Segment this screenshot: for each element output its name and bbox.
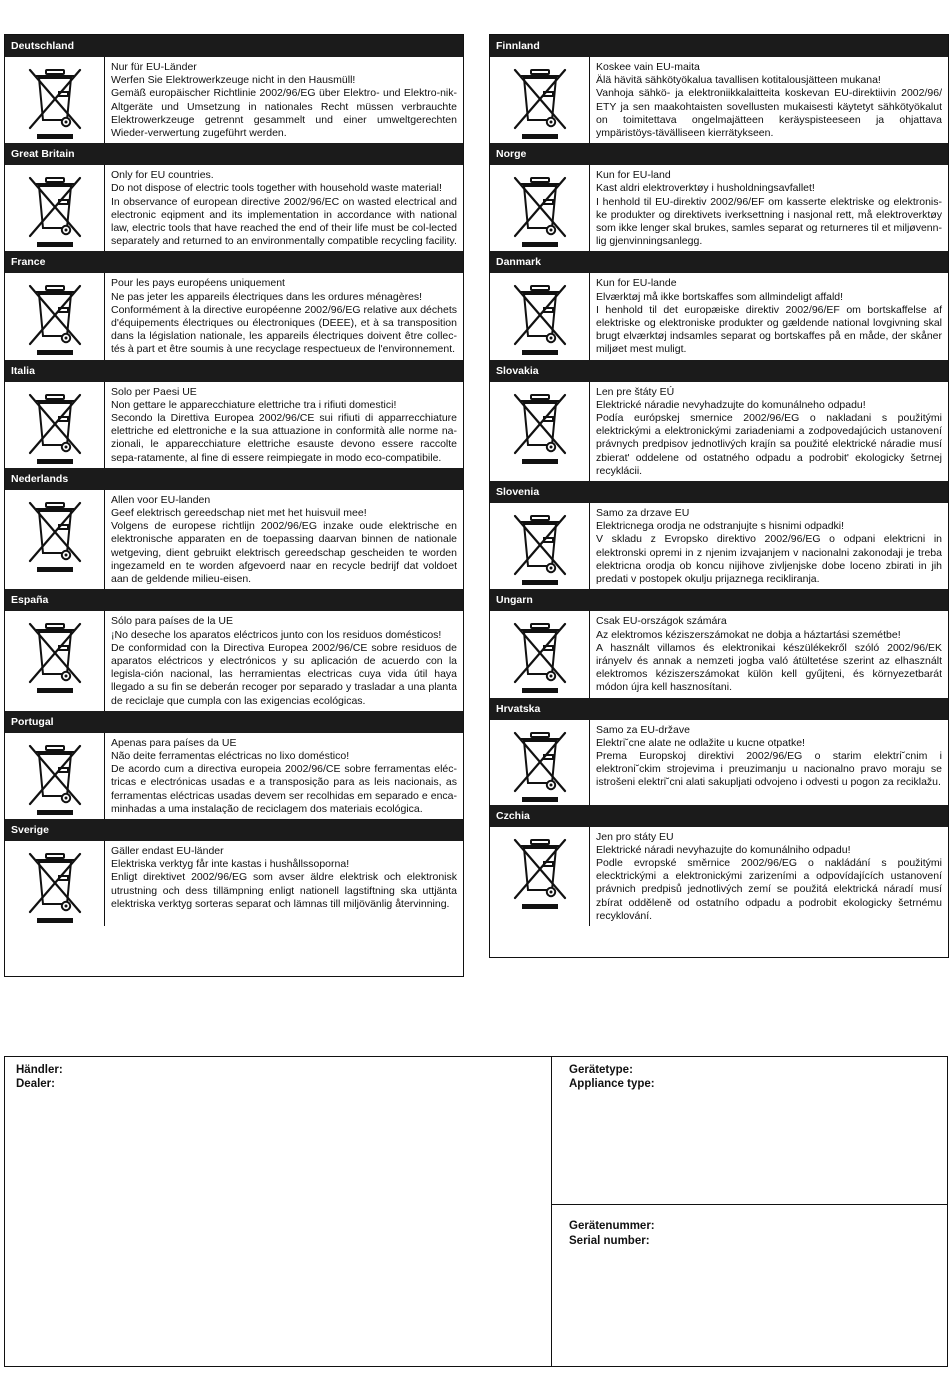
country-header: Slovakia: [490, 360, 948, 382]
weee-section: [490, 481, 948, 589]
section-body: [5, 382, 463, 468]
disposal-text-line: Podía európskej smernice 2002/96/EG o nakladani s použitými elektrickými a elektronickými zariadeniami a zodpovedajúcich ustanovení právnych predpisov jednotlivých krajín sa použité elektrické náradie musí zbierat' oddelene od ostatného odpadu a podrobit' ekologicky šetrnej recyklácii.: [596, 412, 942, 477]
disposal-text: [105, 57, 463, 143]
section-body: [5, 273, 463, 359]
disposal-text-line: Vanhoja sähkö- ja elektroniikkalaitteita koskevan EU-direktiivin 2002/96/ ETY ja sen maakohtaisten sovellusten mukaisesti käytetyt sähkötyökalut on toimitettava ongelmajätteen keräyspisteeseen ja ohjattava ympäristöys-tävälliseen kierrätykseen.: [596, 87, 942, 140]
weee-section: [490, 360, 948, 481]
weee-section: [5, 143, 463, 251]
weee-section: [5, 251, 463, 359]
disposal-text-line: Az elektromos kéziszerszámokat ne dobja a háztartási szemétbe!: [596, 628, 901, 641]
crossed-out-wheelie-bin-icon: [26, 387, 84, 467]
disposal-text: [105, 490, 463, 589]
dealer-label-de: Händler:: [16, 1064, 63, 1076]
crossed-out-wheelie-bin-icon: [26, 495, 84, 575]
disposal-text-line: Gäller endast EU-länder: [111, 844, 224, 857]
disposal-text: [590, 827, 948, 926]
country-header: Czchia: [490, 805, 948, 827]
crossed-out-wheelie-bin-icon: [511, 170, 569, 250]
crossed-out-wheelie-bin-icon: [26, 62, 84, 142]
dealer-label-en: Dealer:: [16, 1078, 55, 1090]
section-body: [490, 57, 948, 143]
section-body: [5, 611, 463, 710]
icon-cell: [5, 841, 105, 926]
crossed-out-wheelie-bin-icon: [26, 846, 84, 926]
icon-cell: [5, 611, 105, 710]
form-horizontal-divider: [551, 1204, 947, 1205]
icon-cell: [490, 165, 590, 251]
disposal-text-line: Kun for EU-lande: [596, 277, 677, 290]
crossed-out-wheelie-bin-icon: [26, 738, 84, 818]
serial-number-label-en: Serial number:: [569, 1235, 650, 1247]
section-body: [5, 733, 463, 819]
disposal-text-line: V skladu z Evropsko direktivo 2002/96/EG o odpani elektricni in elektronski opremi in z njenim izvajanjem v nacionalni zakonodaji je treba elektricna orodja ob koncu nijihove zivljenjske dobe loceno zbirati in jih predati v postopek okulju prijaznega recikliranja.: [596, 533, 942, 586]
disposal-text-line: Elektricnega orodja ne odstranjujte s hisnimi odpadki!: [596, 520, 845, 533]
disposal-text-line: Ne pas jeter les appareils électriques dans les ordures ménagères!: [111, 290, 423, 303]
section-body: [490, 503, 948, 589]
country-header: Deutschland: [5, 35, 463, 57]
disposal-text-line: Len pre štáty EÚ: [596, 385, 675, 398]
serial-number-label-de: Gerätenummer:: [569, 1220, 655, 1232]
weee-column-left: [4, 34, 464, 977]
icon-cell: [5, 490, 105, 589]
weee-column-right: [489, 34, 949, 958]
disposal-text-line: Geef elektrisch gereedschap niet met het huisvuil mee!: [111, 507, 367, 520]
weee-section: [5, 711, 463, 819]
weee-section: [490, 35, 948, 143]
icon-cell: [490, 611, 590, 697]
crossed-out-wheelie-bin-icon: [511, 387, 569, 467]
disposal-text: [590, 720, 948, 805]
country-header: Hrvatska: [490, 698, 948, 720]
appliance-type-label-de: Gerätetype:: [569, 1064, 633, 1076]
disposal-text-line: Do not dispose of electric tools together with household waste material!: [111, 182, 442, 195]
disposal-text-line: Allen voor EU-landen: [111, 493, 211, 506]
weee-section: [490, 143, 948, 251]
country-header: Italia: [5, 360, 463, 382]
section-body: [490, 720, 948, 805]
disposal-text-line: Nur für EU-Länder: [111, 61, 197, 73]
crossed-out-wheelie-bin-icon: [511, 616, 569, 696]
disposal-text-line: Elektrické náradie nevyhadzujte do komunálneho odpadu!: [596, 398, 866, 411]
country-header: Norge: [490, 143, 948, 165]
disposal-text-line: Csak EU-országok számára: [596, 615, 727, 628]
country-header: Great Britain: [5, 143, 463, 165]
crossed-out-wheelie-bin-icon: [511, 62, 569, 142]
section-body: [490, 611, 948, 697]
crossed-out-wheelie-bin-icon: [26, 616, 84, 696]
disposal-text-line: Werfen Sie Elektrowerkzeuge nicht in den Hausmüll!: [111, 74, 356, 87]
disposal-text-line: Kast aldri elektroverktøy i husholdningsavfallet!: [596, 182, 815, 195]
disposal-text: [590, 57, 948, 143]
disposal-text: [590, 503, 948, 589]
country-header: Finnland: [490, 35, 948, 57]
section-body: [5, 841, 463, 926]
country-header: España: [5, 589, 463, 611]
crossed-out-wheelie-bin-icon: [26, 170, 84, 250]
icon-cell: [490, 503, 590, 589]
disposal-text: [590, 611, 948, 697]
section-body: [5, 57, 463, 143]
disposal-text-line: I henhold til EU-direktiv 2002/96/EF om kasserte elektriske og elektronis-ke produkter og direktivets iverksettning i nasjonal rett, må elektroverktøy som ikke lenger skal brukes, samles separat og returneres til et miljøvenn-lig gjenvinningsanlegg.: [596, 195, 942, 248]
disposal-text: [105, 611, 463, 710]
weee-section: [490, 805, 948, 926]
disposal-text-line: A használt villamos és elektronikai készülékekről szóló 2002/96/EK irányelv és annak a nemzeti jogba való átültetése szerint az elhasznált elektromos kéziszerszámokat külön kell gyűjteni, és környezetbarát módon újra kell hasznosítani.: [596, 641, 942, 694]
icon-cell: [490, 273, 590, 359]
weee-section: [5, 468, 463, 589]
icon-cell: [5, 273, 105, 359]
crossed-out-wheelie-bin-icon: [511, 508, 569, 588]
disposal-text-line: Elværktøj må ikke bortskaffes som allmindeligt affald!: [596, 290, 844, 303]
disposal-text: [105, 841, 463, 926]
country-header: France: [5, 251, 463, 273]
disposal-text-line: Non gettare le apparecchiature elettriche tra i rifiuti domestici!: [111, 398, 397, 411]
weee-section: [5, 360, 463, 468]
disposal-text-line: Não deite ferramentas eléctricas no lixo doméstico!: [111, 749, 350, 762]
disposal-text-line: Pour les pays européens uniquement: [111, 277, 285, 290]
disposal-text: [105, 382, 463, 468]
disposal-text-line: Volgens de europese richtlijn 2002/96/EG inzake oude elektrische en elektronische apparaten en de toepassing daarvan binnen de nationale wetgeving, dient gebruikt elektrisch gereedschap gescheiden te worden ingezameld en te worden afgevoerd naar en recycle bedrijf dat voldoet aan de geldende milieu-eisen.: [111, 520, 457, 586]
icon-cell: [5, 165, 105, 251]
disposal-text-line: Prema Europskoj direktivi 2002/96/EG o starim elektri˘cnim i elektroni˘ckim strojevima i preuzimanju u nacionalno pravo moraju se istrošeni elektri˘cni alati sakupljati odvojeno i odvesti u pogon za reciklažu.: [596, 749, 942, 789]
section-body: [490, 382, 948, 481]
section-body: [5, 165, 463, 251]
country-header: Danmark: [490, 251, 948, 273]
disposal-text-line: I henhold til det europæiske direktiv 2002/96/EF om bortskaffelse af elektriske og elektroniske produkter og gældende national lovgivning skal brugt elværktøj indsamles separat og bortskaffes på en måde, der skåner miljøet mest muligt.: [596, 303, 942, 356]
disposal-text: [590, 273, 948, 359]
section-body: [490, 273, 948, 359]
disposal-text-line: Only for EU countries.: [111, 169, 214, 182]
icon-cell: [5, 733, 105, 819]
icon-cell: [490, 382, 590, 481]
disposal-text: [105, 733, 463, 819]
crossed-out-wheelie-bin-icon: [511, 278, 569, 358]
disposal-text-line: Conformément à la directive européenne 2002/96/EG relative aux déchets d'équipements électriques ou électroniques (DEEE), et à sa transposition dans la législation nationale, les appareils électriques doivent être collec-tés à part et être soumis à une recyclage respectueux de l'environnement.: [111, 303, 457, 356]
disposal-text-line: Sólo para países de la UE: [111, 615, 233, 628]
weee-section: [5, 589, 463, 710]
section-body: [490, 827, 948, 926]
weee-section: [490, 698, 948, 805]
disposal-text-line: ¡No deseche los aparatos eléctricos junto con los residuos domésticos!: [111, 628, 442, 641]
section-body: [490, 165, 948, 251]
icon-cell: [490, 827, 590, 926]
disposal-text: [590, 165, 948, 251]
disposal-text-line: Apenas para países da UE: [111, 736, 237, 749]
weee-section: [5, 819, 463, 926]
form-vertical-divider: [551, 1057, 552, 1366]
icon-cell: [490, 720, 590, 805]
disposal-text-line: Solo per Paesi UE: [111, 385, 197, 398]
disposal-text-line: Elektrické náradi nevyhazujte do komunálniho odpadu!: [596, 843, 851, 856]
disposal-text-line: Podle evropské směrnice 2002/96/EG o nakládání s použitými elecktrickými a elektronickými zarizeními a odpovídajících ustanovení právnich predpisů jednotlivých zemí se použitá elektrická náradí musí zbírat odděleně od ostatního odpadu a podrobit ekologicky šetrnému recyklování.: [596, 856, 942, 922]
crossed-out-wheelie-bin-icon: [511, 832, 569, 912]
section-body: [5, 490, 463, 589]
disposal-text: [105, 273, 463, 359]
disposal-text-line: Elektriska verktyg får inte kastas i hushållssoporna!: [111, 858, 350, 871]
country-header: Nederlands: [5, 468, 463, 490]
disposal-text-line: In observance of european directive 2002/96/EC on wasted electrical and electronic eqipment and its implementation in accordance with national law, electric tools that have reached the end of their life must be col-lected separately and returned to an environmentally compatible recycling facility.: [111, 195, 457, 248]
disposal-text-line: Samo za drzave EU: [596, 507, 690, 520]
appliance-type-label-en: Appliance type:: [569, 1078, 655, 1090]
disposal-text-line: De conformidad con la Directiva Europea 2002/96/CE sobre residuos de aparatos eléctricos y electrónicos y su aplicación de acuerdo con la legisla-ción nacional, las herramientas electricas cuya vida útil haya llegado a su fin se deberán recoger por separado y trasladar a una planta de reciclaje que cumpla con las exigencias ecológicas.: [111, 641, 457, 707]
disposal-text-line: Jen pro státy EU: [596, 830, 674, 843]
disposal-text: [105, 165, 463, 251]
disposal-text-line: Älä hävitä sähkötyökalua tavallisen kotitalousjätteen mukana!: [596, 74, 881, 87]
weee-section: [490, 589, 948, 697]
icon-cell: [5, 57, 105, 143]
disposal-text-line: Gemäß europäischer Richtlinie 2002/96/EG über Elektro- und Elektro-nik-Altgeräte und Umsetzung in nationales Recht müssen verbrauchte Elektrowerkzeuge getrennt gesammelt und einer umweltgerechten Wieder-verwertung zugeführt werden.: [111, 87, 457, 140]
icon-cell: [5, 382, 105, 468]
country-header: Ungarn: [490, 589, 948, 611]
country-header: Sverige: [5, 819, 463, 841]
country-header: Slovenia: [490, 481, 948, 503]
disposal-text-line: Koskee vain EU-maita: [596, 61, 700, 73]
dealer-form: [4, 1056, 948, 1367]
crossed-out-wheelie-bin-icon: [26, 278, 84, 358]
disposal-text-line: Samo za EU-države: [596, 723, 690, 736]
icon-cell: [490, 57, 590, 143]
disposal-text-line: Secondo la Direttiva Europea 2002/96/CE sui rifiuti di apparrecchiature elettriche ed elettroniche e la sua attuazione in conformità alle norme na-zionali, le apparecchiature elettriche esauste devono essere raccolte sepa-ratamente, al fine di essere reimpiegate in modo eco-compatibile.: [111, 412, 457, 464]
crossed-out-wheelie-bin-icon: [511, 725, 569, 805]
country-header: Portugal: [5, 711, 463, 733]
disposal-text-line: Elektri˘cne alate ne odlažite u kucne otpatke!: [596, 736, 805, 749]
weee-section: [5, 35, 463, 143]
disposal-text-line: De acordo cum a directiva europeia 2002/96/CE sobre ferramentas eléc-tricas e electrónicas usadas e a transposição para as leis nacionais, as ferramentas eléctricas usadas devem ser recolhidas em separado e enca-minhadas a uma instalação de reciclagem dos materiais ecológica.: [111, 763, 457, 815]
disposal-text: [590, 382, 948, 481]
disposal-text-line: Enligt direktivet 2002/96/EG som avser äldre elektrisk och elektronisk utrustning och dess tillämpning enligt nationell lagstiftning ska uttjänta elektriska verktyg sorteras separat och lämnas till miljövänlig återvinning.: [111, 871, 457, 910]
disposal-text-line: Kun for EU-land: [596, 169, 671, 182]
weee-section: [490, 251, 948, 359]
